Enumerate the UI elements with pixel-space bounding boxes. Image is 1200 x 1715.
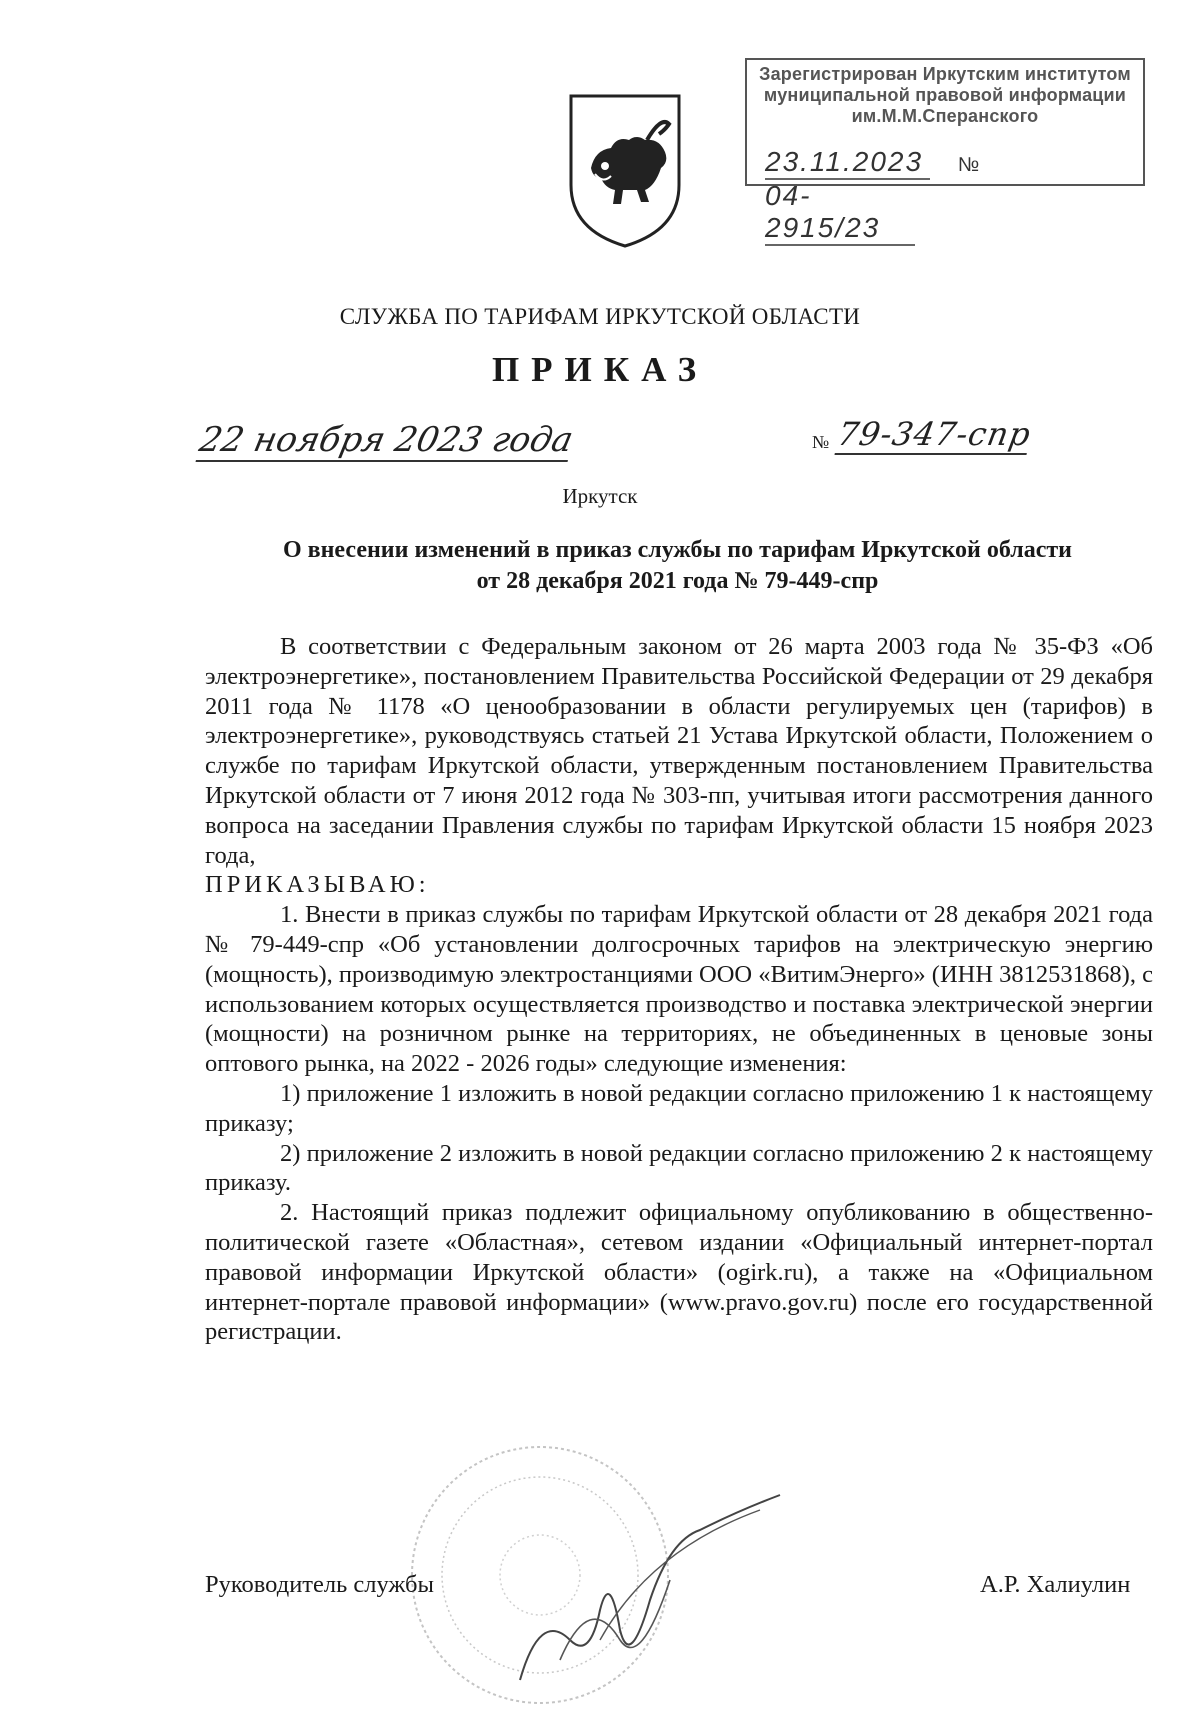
registration-number-label: № xyxy=(957,154,982,176)
registration-stamp-line: им.М.М.Сперанского xyxy=(851,106,1039,126)
signatory-position: Руководитель службы xyxy=(205,1571,434,1598)
order-word: ПРИКАЗЫВАЮ: xyxy=(205,871,430,899)
document-date-handwritten: 22 ноября 2023 года xyxy=(195,420,577,460)
irkutsk-coat-of-arms-icon xyxy=(565,90,685,250)
registration-stamp-line: Зарегистрирован Иркутским институтом xyxy=(759,64,1131,84)
registration-number: 04-2915/23 xyxy=(765,180,915,246)
registration-stamp-handwritten xyxy=(765,146,1135,246)
document-number-handwritten: 79-347-спр xyxy=(834,415,1034,453)
order-item-1: 1. Внести в приказ службы по тарифам Иркутской области от 28 декабря 2021 года № 79-449-спр «Об установлении долгосрочных тарифов на электрическую энергию (мощность), производимую электростанциями ООО «ВитимЭнерго» (ИНН 3812531868), с использованием которых осуществляется производство и поставка электрической энергии (мощности) на розничном рынке на территориях, не объединенных в ценовые зоны оптового рынка, на 2022 - 2026 годы» следующие изменения: xyxy=(205,901,1153,1078)
preamble-paragraph: В соответствии с Федеральным законом от 26 марта 2003 года № 35-ФЗ «Об электроэнергетике», постановлением Правительства Российской Федерации от 29 декабря 2011 года № 1178 «О ценообразовании в области регулируемых цен (тарифов) в электроэнергетике», руководствуясь статьей 21 Устава Иркутской области, Положением о службе по тарифам Иркутской области, утвержденным постановлением Правительства Иркутской области от 7 июня 2012 года № 303-пп, учитывая итоги рассмотрения данного вопроса на заседании Правления службы по тарифам Иркутской области 15 ноября 2023 года, xyxy=(205,633,1153,869)
registration-date: 23.11.2023 xyxy=(765,146,930,180)
registration-stamp-line: муниципальной правовой информации xyxy=(763,85,1127,105)
handwritten-signature xyxy=(500,1490,790,1700)
order-item-2: 2. Настоящий приказ подлежит официальному опубликованию в общественно-политической газете «Областная», сетевом издании «Официальный интернет-портал правовой информации Иркутской области» (ogirk.ru), а также на «Официальном интернет-портале правовой информации» (www.pravo.gov.ru) после его государственной регистрации. xyxy=(205,1199,1153,1346)
document-title-line: от 28 декабря 2021 года № 79-449-спр xyxy=(476,568,879,594)
document-title-line: О внесении изменений в приказ службы по тарифам Иркутской области xyxy=(282,537,1073,563)
order-item-1-1: 1) приложение 1 изложить в новой редакции согласно приложению 1 к настоящему приказу; xyxy=(205,1079,1153,1137)
document-number-label: № xyxy=(812,432,830,452)
registration-stamp xyxy=(745,58,1145,243)
city-name: Иркутск xyxy=(562,484,638,508)
document-body xyxy=(205,632,1153,1347)
document-title xyxy=(200,535,1155,597)
document-type-title: ПРИКАЗ xyxy=(491,350,709,389)
agency-name: СЛУЖБА ПО ТАРИФАМ ИРКУТСКОЙ ОБЛАСТИ xyxy=(339,304,861,329)
signatory-name: А.Р. Халиулин xyxy=(980,1571,1131,1598)
order-item-1-2: 2) приложение 2 изложить в новой редакции согласно приложению 2 к настоящему приказу. xyxy=(205,1139,1153,1197)
